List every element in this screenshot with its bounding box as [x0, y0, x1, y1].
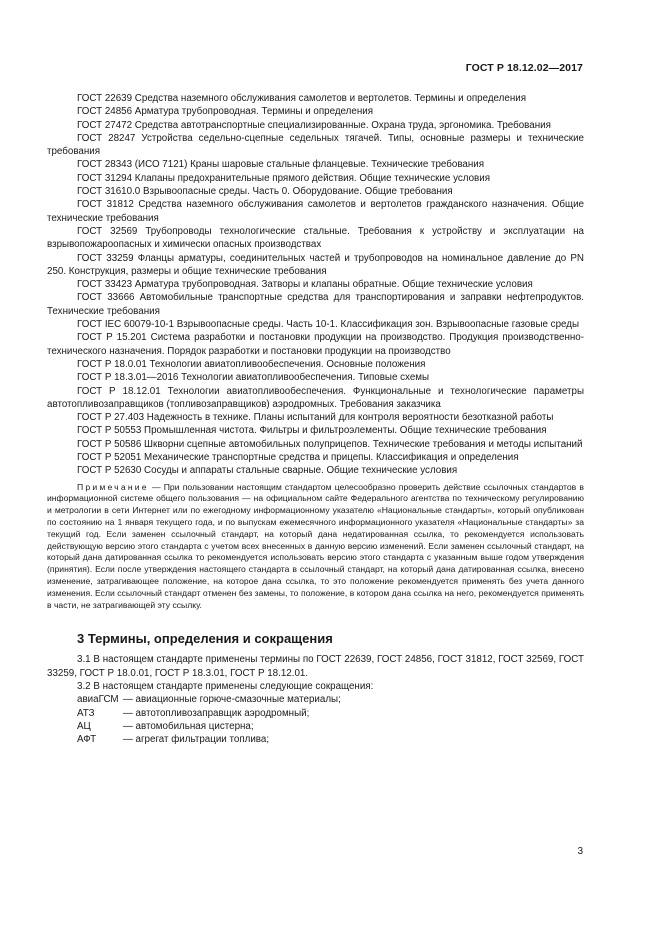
- abbreviation-term: АТЗ: [77, 707, 95, 719]
- reference-item: ГОСТ 31294 Клапаны предохранительные прямого действия. Общие технические условия: [77, 172, 491, 184]
- abbreviation-term: авиаГСМ: [77, 694, 119, 706]
- reference-item: ГОСТ 32569 Трубопроводы технологические стальные. Требования к устройству и эксплуатации на взрывопожароопасных и химически опасных производствах: [47, 225, 584, 251]
- page-number: 3: [577, 846, 583, 857]
- abbreviation-row: [77, 733, 584, 746]
- reference-item: ГОСТ 33423 Арматура трубопроводная. Затворы и клапаны обратные. Общие технические условия: [77, 279, 533, 291]
- normative-references-list: [47, 92, 584, 478]
- reference-item: ГОСТ Р 18.0.01 Технологии авиатопливообеспечения. Основные положения: [77, 358, 426, 370]
- abbreviation-term: АФТ: [77, 734, 97, 746]
- note-text: — При пользовании настоящим стандартом целесообразно проверить действие ссылочных стандартов в информационной системе общего пользования — на официальном сайте Федерального агентства по техническому регулированию и метрологии в сети Интернет или по ежегодному информационному указателю «Национальные стандарты», который опубликован по состоянию на 1 января текущего года, и по выпускам ежемесячного информационного указателя «Национальные стандарты» за текущий год. Если заменен ссылочный стандарт, на который дана недатированная ссылка, то рекомендуется использовать действующую версию этого стандарта с учетом всех внесенных в данную версию изменений. Если заменен ссылочный стандарт, на который дана датированная ссылка то рекомендуется использовать версию этого стандарта с указанным выше годом утверждения (принятия). Если после утверждения настоящего стандарта в ссылочный стандарт, на который дана датированная ссылка, внесено изменение, затрагивающее положение, на которое дана ссылка, то это положение рекомендуется применять без учета данного изменения. Если ссылочный стандарт отменен без замены, то положение, в котором дана ссылка на него, рекомендуется применять в части, не затрагивающей эту ссылку.: [47, 481, 584, 610]
- reference-item: ГОСТ 33259 Фланцы арматуры, соединительных частей и трубопроводов на номинальное давление до PN 250. Конструкция, размеры и общие технические требования: [47, 252, 584, 277]
- reference-item: ГОСТ IEC 60079-10-1 Взрывоопасные среды. Часть 10-1. Классификация зон. Взрывоопасные газовые среды: [77, 319, 580, 331]
- reference-item: ГОСТ 22639 Средства наземного обслуживания самолетов и вертолетов. Термины и определения: [77, 93, 527, 104]
- abbreviations-list: [77, 693, 584, 746]
- abbreviation-definition: — авиационные горюче-смазочные материалы;: [123, 694, 341, 706]
- reference-item: ГОСТ 28343 (ИСО 7121) Краны шаровые стальные фланцевые. Технические требования: [77, 159, 485, 171]
- reference-item: ГОСТ 31610.0 Взрывоопасные среды. Часть 0. Оборудование. Общие требования: [77, 186, 453, 198]
- abbreviations-intro: 3.2 В настоящем стандарте применены следующие сокращения:: [77, 680, 374, 692]
- abbreviation-definition: — агрегат фильтрации топлива;: [123, 734, 270, 746]
- note-label: Примечание: [77, 481, 149, 492]
- reference-item: ГОСТ Р 50553 Промышленная чистота. Фильтры и фильтроэлементы. Общие технические требования: [77, 425, 547, 437]
- reference-item: ГОСТ 28247 Устройства седельно-сцепные седельных тягачей. Типы, основные размеры и технические требования: [47, 132, 584, 158]
- abbreviation-definition: — автомобильная цистерна;: [123, 720, 254, 732]
- terms-paragraph: 3.1 В настоящем стандарте применены термины по ГОСТ 22639, ГОСТ 24856, ГОСТ 31812, ГОСТ 32569, ГОСТ 33259, ГОСТ Р 18.0.01, ГОСТ Р 18.3.01, ГОСТ Р 18.12.01.: [47, 654, 584, 679]
- reference-item: ГОСТ Р 27.403 Надежность в технике. Планы испытаний для контроля вероятности безотказной работы: [77, 412, 554, 424]
- abbreviation-definition: — автотопливозаправщик аэродромный;: [123, 707, 310, 719]
- reference-item: ГОСТ Р 15.201 Система разработки и постановки продукции на производство. Продукция производственно-технического назначения. Порядок разработки и постановки продукции на производство: [47, 332, 584, 357]
- abbreviation-row: [77, 720, 584, 733]
- reference-item: ГОСТ Р 18.3.01—2016 Технологии авиатопливообеспечения. Типовые схемы: [77, 372, 430, 384]
- section-title: 3 Термины, определения и сокращения: [77, 631, 333, 647]
- abbreviation-term: АЦ: [77, 720, 91, 732]
- reference-item: ГОСТ Р 52051 Механические транспортные средства и прицепы. Классификация и определения: [77, 452, 519, 464]
- reference-item: ГОСТ Р 18.12.01 Технологии авиатопливообеспечения. Функциональные и технологические параметры автотопливозаправщиков (топливозаправщиков) аэродромных. Требования заказчика: [47, 385, 584, 410]
- abbreviation-row: [77, 693, 584, 706]
- reference-item: ГОСТ Р 52630 Сосуды и аппараты стальные сварные. Общие технические условия: [77, 465, 458, 477]
- reference-item: ГОСТ 33666 Автомобильные транспортные средства для транспортирования и заправки нефтепродуктов. Технические требования: [47, 292, 584, 317]
- reference-item: ГОСТ 27472 Средства автотранспортные специализированные. Охрана труда, эргономика. Требования: [77, 119, 551, 131]
- page-content: [47, 92, 584, 746]
- reference-item: ГОСТ 31812 Средства наземного обслуживания самолетов и вертолетов гражданского назначения. Общие технические требования: [47, 199, 584, 224]
- document-code: ГОСТ Р 18.12.02—2017: [465, 62, 583, 74]
- abbreviation-row: [77, 707, 584, 720]
- reference-item: ГОСТ Р 50586 Шкворни сцепные автомобильных полуприцепов. Технические требования и методы испытаний: [77, 438, 583, 450]
- reference-item: ГОСТ 24856 Арматура трубопроводная. Термины и определения: [77, 106, 374, 118]
- note: [47, 482, 584, 612]
